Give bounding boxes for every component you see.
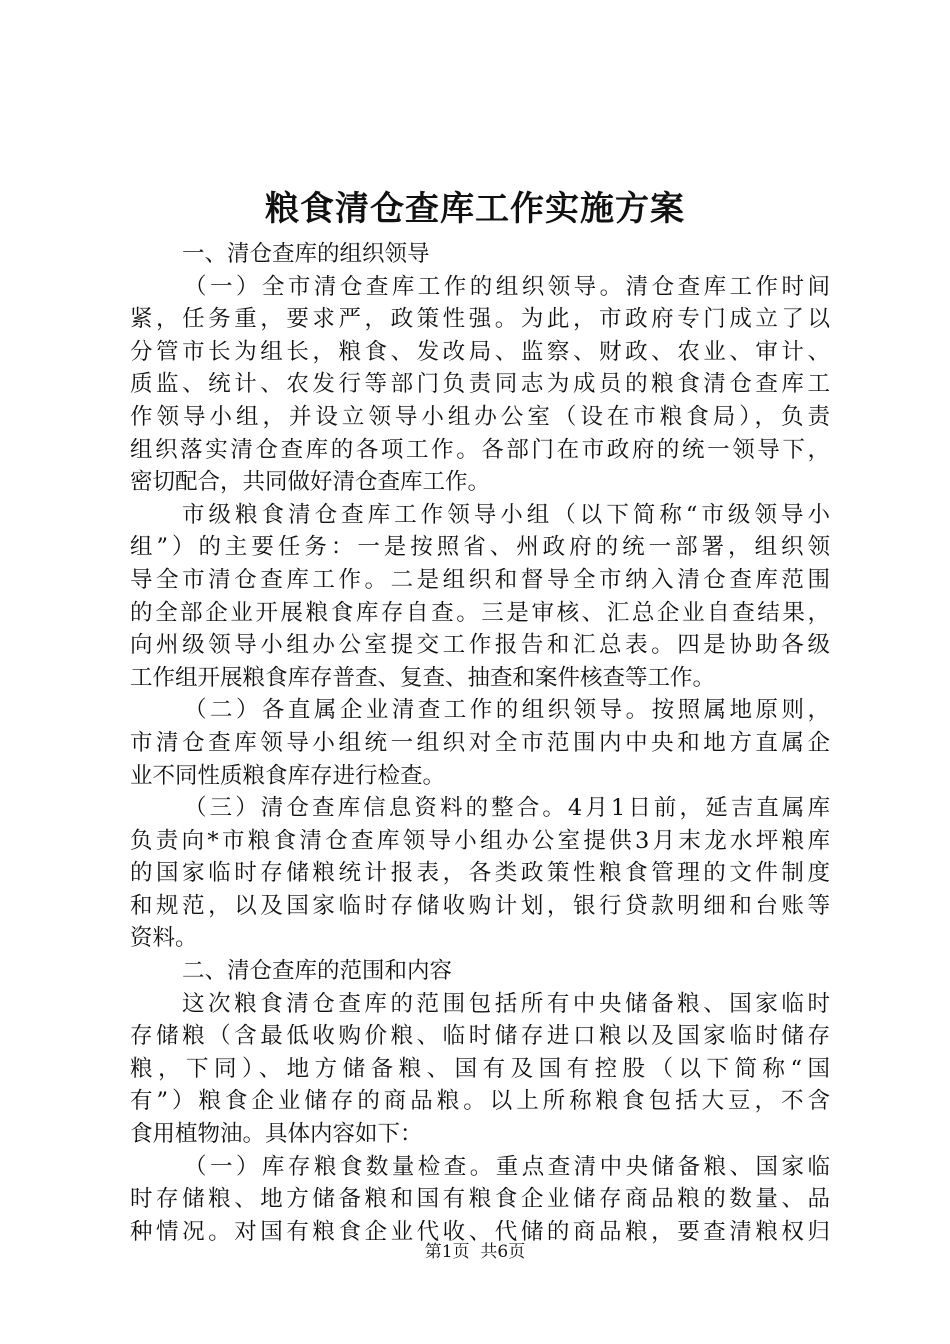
body-line: 食用植物油。具体内容如下： bbox=[130, 1121, 423, 1148]
body-line: （二）各直属企业清查工作的组织领导。按照属地原则， bbox=[184, 697, 830, 724]
body-line: 分管市长为组长，粮食、发改局、监察、财政、农业、审计、 bbox=[130, 338, 830, 365]
body-line: （三）清仓查库信息资料的整合。4月1日前，延吉直属库 bbox=[184, 795, 830, 822]
body-line: 导全市清仓查库工作。二是组织和督导全市纳入清仓查库范围 bbox=[130, 566, 830, 593]
document-title: 粮食清仓查库工作实施方案 bbox=[265, 189, 685, 229]
body-line: 资料。 bbox=[130, 925, 198, 952]
body-line: 存储粮（含最低收购价粮、临时储存进口粮以及国家临时储存 bbox=[130, 1023, 830, 1050]
body-line: 一、清仓查库的组织领导 bbox=[182, 241, 430, 267]
body-line: 这次粮食清仓查库的范围包括所有中央储备粮、国家临时 bbox=[182, 990, 830, 1017]
body-line: 组”）的主要任务：一是按照省、州政府的统一部署，组织领 bbox=[130, 534, 830, 561]
body-line: 粮，下同）、地方储备粮、国有及国有控股（以下简称“国 bbox=[130, 1055, 830, 1082]
body-line: 时存储粮、地方储备粮和国有粮食企业储存商品粮的数量、品 bbox=[130, 1186, 830, 1213]
body-line: 的国家临时存储粮统计报表，各类政策性粮食管理的文件制度 bbox=[130, 860, 830, 887]
page-footer: 第1页 共6页 bbox=[424, 1242, 526, 1262]
body-line: 种情况。对国有粮食企业代收、代储的商品粮，要查清粮权归 bbox=[130, 1218, 830, 1245]
body-line: 密切配合，共同做好清仓查库工作。 bbox=[130, 469, 491, 496]
body-line: 工作组开展粮食库存普查、复查、抽查和案件核查等工作。 bbox=[130, 664, 716, 691]
body-line: 业不同性质粮食库存进行检查。 bbox=[130, 762, 446, 789]
document-body bbox=[130, 238, 830, 1248]
body-line: 有”）粮食企业储存的商品粮。以上所称粮食包括大豆，不含 bbox=[130, 1088, 830, 1115]
body-line: 二、清仓查库的范围和内容 bbox=[182, 958, 453, 985]
body-line: 市清仓查库领导小组统一组织对全市范围内中央和地方直属企 bbox=[130, 729, 830, 756]
body-line: 作领导小组，并设立领导小组办公室（设在市粮食局），负责 bbox=[130, 403, 830, 430]
body-line: 的全部企业开展粮食库存自查。三是审核、汇总企业自查结果， bbox=[130, 599, 830, 626]
body-line: 和规范，以及国家临时存储收购计划，银行贷款明细和台账等 bbox=[130, 892, 830, 919]
body-line: 向州级领导小组办公室提交工作报告和汇总表。四是协助各级 bbox=[130, 632, 830, 659]
body-line: （一）全市清仓查库工作的组织领导。清仓查库工作时间 bbox=[184, 273, 830, 300]
body-line: 紧，任务重，要求严，政策性强。为此，市政府专门成立了以 bbox=[130, 306, 830, 333]
body-line: 市级粮食清仓查库工作领导小组（以下简称“市级领导小 bbox=[182, 501, 830, 528]
body-line: 组织落实清仓查库的各项工作。各部门在市政府的统一领导下， bbox=[130, 436, 830, 463]
body-line: （一）库存粮食数量检查。重点查清中央储备粮、国家临 bbox=[184, 1153, 830, 1180]
body-line: 质监、统计、农发行等部门负责同志为成员的粮食清仓查库工 bbox=[130, 371, 830, 398]
body-line: 负责向*市粮食清仓查库领导小组办公室提供3月末龙水坪粮库 bbox=[130, 827, 830, 854]
